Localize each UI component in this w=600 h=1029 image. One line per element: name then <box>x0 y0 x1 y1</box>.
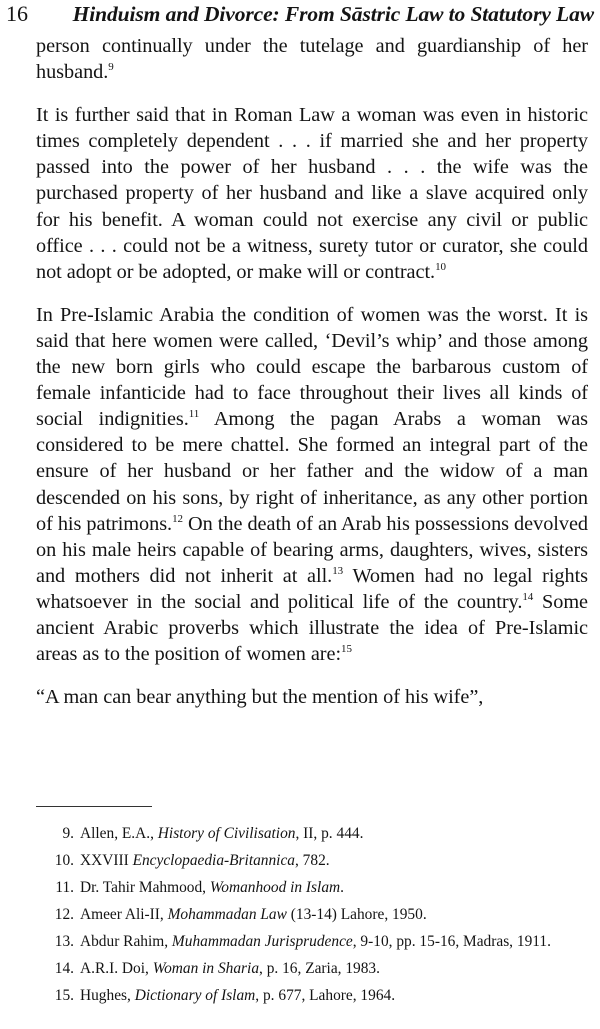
footnote-author: XXVIII <box>80 852 133 869</box>
footnote-item <box>50 985 591 1006</box>
footnote-text <box>80 850 591 871</box>
paragraph-3-sentence-1: In Pre-Islamic Arabia the condition of women was the worst. It is said that here women were called, ‘Devil’s whip’ and those among the new born girls who could escape the barbarous custom of female infanticide had to face throughout their lives all kinds of social indignities. <box>36 303 588 431</box>
footnote-reference-11: 11 <box>188 408 200 421</box>
footnote-title: Mohammadan Law <box>167 906 287 923</box>
paragraph-4-text: “A man can bear anything but the mention of his wife”, <box>36 686 484 709</box>
paragraph-3-sentence-5: Some ancient Arabic proverbs which illustrate the idea of Pre-Islamic areas as to the position of women are: <box>36 590 588 666</box>
footnote-item <box>50 877 591 898</box>
footnote-item <box>50 850 591 871</box>
footnote-reference-13: 13 <box>332 564 344 577</box>
footnote-details: (13-14) Lahore, 1950. <box>286 906 427 923</box>
footnote-title: History of Civilisation <box>157 825 296 842</box>
paragraph-2 <box>36 102 588 285</box>
body-text <box>36 33 588 710</box>
footnote-details: , II, p. 444. <box>295 825 364 842</box>
footnote-item <box>50 904 591 925</box>
footnote-title: Dictionary of Islam <box>134 987 256 1004</box>
footnote-number: 10. <box>54 852 74 869</box>
footnote-author: Hughes, <box>80 987 135 1004</box>
footnote-number: 13. <box>54 933 74 950</box>
footnote-reference-9: 9 <box>108 61 114 74</box>
footnote-text <box>80 985 591 1006</box>
footnote-details: . <box>340 879 344 896</box>
footnote-text <box>80 931 591 952</box>
footnote-number: 14. <box>54 960 74 977</box>
footnote-title: Womanhood in Islam <box>209 879 341 896</box>
footnote-title: Muhammadan Jurisprudence <box>171 933 353 950</box>
footnote-details: , 9-10, pp. 15-16, Madras, 1911. <box>352 933 551 950</box>
paragraph-3 <box>36 302 588 667</box>
footnote-reference-15: 15 <box>341 643 352 656</box>
footnote-details: , 782. <box>294 852 330 869</box>
footnote-number: 12. <box>54 906 74 923</box>
footnote-text <box>80 958 591 979</box>
page-header <box>6 0 596 28</box>
footnote-details: , p. 16, Zaria, 1983. <box>259 960 380 977</box>
footnote-author: Ameer Ali-II, <box>80 906 168 923</box>
footnote-author: Dr. Tahir Mahmood, <box>80 879 210 896</box>
footnote-item <box>50 958 591 979</box>
paragraph-1-text: person continually under the tutelage and guardianship of her husband. <box>36 35 588 84</box>
paragraph-3-sentence-3: On the death of an Arab his possessions devolved on his male heirs capable of bearing arms, daughters, wives, sisters and mothers did not inherit at all. <box>36 512 588 587</box>
footnote-text <box>80 904 591 925</box>
footnotes <box>50 823 591 1012</box>
footnote-text <box>80 877 591 898</box>
footnote-title: Woman in Sharia <box>152 960 260 977</box>
footnote-details: , p. 677, Lahore, 1964. <box>255 987 396 1004</box>
paragraph-4 <box>36 684 588 710</box>
footnote-reference-14: 14 <box>522 590 534 603</box>
footnote-reference-10: 10 <box>435 260 446 273</box>
running-title: Hinduism and Divorce: From Sāstric Law to Statutory Law <box>72 2 594 26</box>
footnote-author: A.R.I. Doi, <box>80 960 153 977</box>
footnote-reference-12: 12 <box>172 512 183 525</box>
footnote-number: 15. <box>54 987 74 1004</box>
footnote-divider <box>36 806 152 807</box>
footnote-number: 11. <box>55 879 74 896</box>
footnote-number: 9. <box>62 825 74 842</box>
footnote-author: Abdur Rahim, <box>80 933 172 950</box>
paragraph-3-sentence-2: Among the pagan Arabs a woman was considered to be mere chattel. She formed an integral part of the ensure of her husband or her father and the widow of a man descended on his sons, by right of inheritance, as any other portion of his patrimons. <box>36 408 588 535</box>
footnote-text <box>80 823 591 844</box>
paragraph-2-text: It is further said that in Roman Law a woman was even in historic times completely dependent . . . if married she and her property passed into the power of her husband . . . the wife was the purchased property of her husband and like a slave acquired only for his benefit. A woman could not exercise any civil or public office . . . could not be a witness, surety tutor or curator, she could not adopt or be adopted, or make will or contract. <box>36 104 588 283</box>
paragraph-3-sentence-4: Women had no legal rights whatsoever in the social and political life of the country. <box>36 564 589 613</box>
footnote-item <box>50 823 591 844</box>
footnote-title: Encyclopaedia-Britannica <box>132 852 295 869</box>
footnote-author: Allen, E.A., <box>80 825 158 842</box>
footnote-item <box>50 931 591 952</box>
paragraph-1 <box>36 33 588 85</box>
page-number: 16 <box>6 1 28 26</box>
